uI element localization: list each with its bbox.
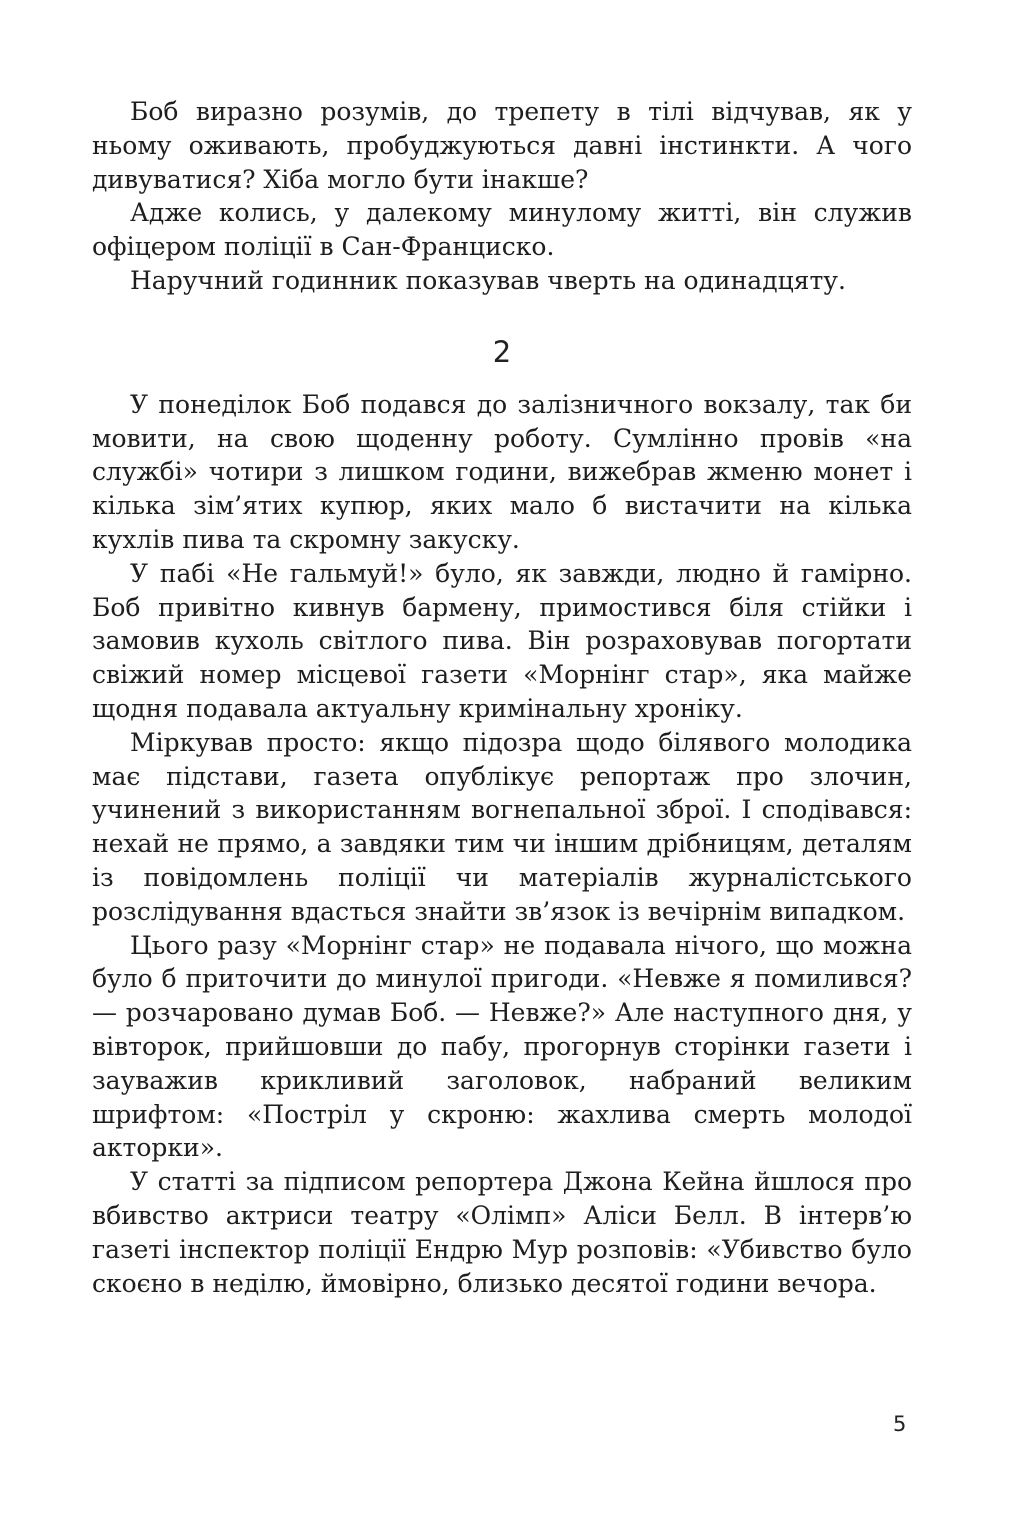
paragraph: Міркував просто: якщо підозра щодо білявого молодика має підстави, газета опублікує репортаж про злочин, учинений з використанням вогнепальної зброї. І сподівався: нехай не прямо, а завдяки тим чи іншим дрібницям, деталям із повідомлень поліції чи матеріалів журналістського розслідування вдасться знайти зв’язок із вечірнім випадком. xyxy=(92,727,912,926)
paragraph: У понеділок Боб подався до залізничного вокзалу, так би мовити, на свою щоденну роботу. Сумлінно провів «на службі» чотири з лишком години, вижебрав жменю монет і кілька зім’ятих купюр, яких мало б вистачити на кілька кухлів пива та скромну закуску. xyxy=(92,389,912,554)
paragraph: У статті за підписом репортера Джона Кейна йшлося про вбивство актриси театру «Олімп» Аліси Белл. В інтерв’ю газеті інспектор поліції Ендрю Мур розповів: «Убивство було скоєно в неділю, ймовірно, близько десятої години вечора. xyxy=(92,1167,912,1298)
paragraph: Адже колись, у далекому минулому житті, він служив офіцером поліції в Сан-Франциско. xyxy=(92,198,912,262)
paragraph: Наручний годинник показував чверть на одинадцяту. xyxy=(130,265,846,295)
paragraph: Боб виразно розумів, до трепету в тілі відчував, як у ньому оживають, пробуджуються давні інстинкти. А чого дивуватися? Хіба могло бути інакше? xyxy=(92,97,912,194)
chapter-number: 2 xyxy=(492,334,512,369)
page-number: 5 xyxy=(893,1412,907,1436)
page-body xyxy=(92,95,912,1300)
paragraph: У пабі «Не гальмуй!» було, як завжди, людно й гамірно. Боб привітно кивнув бармену, примостився біля стійки і замовив кухоль світлого пива. Він розраховував погортати свіжий номер місцевої газети «Морнінг стар», яка майже щодня подавала актуальну кримінальну хроніку. xyxy=(92,558,912,723)
paragraph: Цього разу «Морнінг стар» не подавала нічого, що можна було б приточити до минулої пригоди. «Невже я помилився? — розчаровано думав Боб. — Невже?» Але наступного дня, у вівторок, прийшовши до пабу, прогорнув сторінки газети і зауважив крикливий заголовок, набраний великим шрифтом: «Постріл у скроню: жахлива смерть молодої акторки». xyxy=(92,930,912,1163)
